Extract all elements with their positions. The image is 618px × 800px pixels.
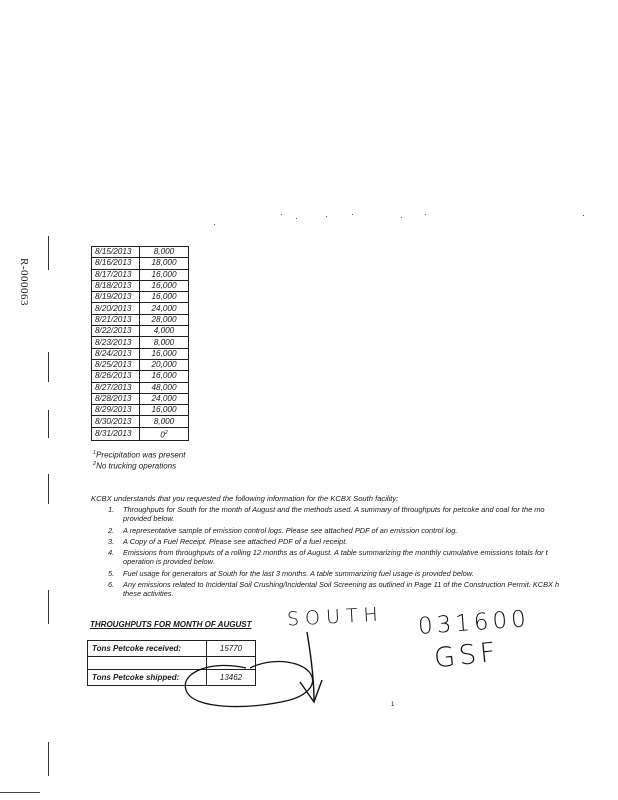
handwritten-code: 031600 (417, 606, 531, 640)
received-label: Tons Petcoke received: (88, 641, 207, 657)
row-date: 8/20/2013 (92, 303, 140, 314)
throughputs-heading: THROUGHPUTS FOR MONTH OF AUGUST (90, 620, 252, 629)
list-item: 4. Emissions from throughputs of a rolling 12 months as of August. A table summarizing the monthly cumulative emissions totals for t operation is provided below. (108, 548, 548, 567)
footnote-precipitation: $^1$Precipitation was present (93, 450, 186, 460)
row-date: 8/19/2013 (92, 292, 140, 303)
handwritten-gsf: GSF (432, 636, 502, 675)
row-date: 8/24/2013 (92, 348, 140, 359)
handwritten-arrow-head (300, 680, 322, 702)
row-value: 28,000 (140, 314, 189, 325)
row-value: 48,000 (140, 382, 189, 393)
row-value: 16,000 (140, 371, 189, 382)
row-value: 8,000 (140, 247, 189, 258)
page-number: 1 (391, 702, 395, 708)
row-value: 20,000 (140, 359, 189, 370)
row-date: 8/15/2013 (92, 247, 140, 258)
row-date: 8/18/2013 (92, 280, 140, 291)
handwritten-circle (185, 661, 312, 706)
row-date: 8/17/2013 (92, 269, 140, 280)
intro-text: KCBX understands that you requested the following information for the KCBX South facility: (91, 494, 399, 503)
list-item: 5. Fuel usage for generators at South for the last 3 months. A table summarizing fuel usage is provided below. (108, 568, 474, 578)
handwritten-south: SOUTH (286, 603, 385, 631)
row-value: 24,000 (140, 303, 189, 314)
row-date: 8/28/2013 (92, 393, 140, 404)
row-value: 16,000 (140, 269, 189, 280)
row-value: 8,000 (140, 416, 189, 427)
row-value: 4,000 (140, 326, 189, 337)
row-date: 8/30/2013 (92, 416, 140, 427)
shipped-label: Tons Petcoke shipped: (88, 670, 207, 686)
row-date: 8/21/2013 (92, 314, 140, 325)
row-date: 8/23/2013 (92, 337, 140, 348)
list-item: 6. Any emissions related to Incidental Soil Crushing/Incidental Soil Screening as outlined in Page 11 of the Construction Permit. KCBX h these activities. (108, 579, 560, 599)
row-value: 16,000 (140, 348, 189, 359)
list-item: 3. A Copy of a Fuel Receipt. Please see attached PDF of a fuel receipt. (108, 536, 348, 546)
row-value: 16,000 (140, 405, 189, 416)
row-date: 8/16/2013 (92, 258, 140, 269)
row-date: 8/25/2013 (92, 359, 140, 370)
footnote-no-trucking: $^2$No trucking operations (93, 461, 177, 471)
row-date: 8/22/2013 (92, 326, 140, 337)
row-date: 8/27/2013 (92, 382, 140, 393)
row-value: $0^2$ (140, 427, 189, 441)
row-value: 8,000 (140, 337, 189, 348)
row-value: 16,000 (140, 280, 189, 291)
row-date: 8/29/2013 (92, 405, 140, 416)
row-value: 24,000 (140, 393, 189, 404)
received-value: 15770 (207, 641, 256, 657)
row-value: 16,000 (140, 292, 189, 303)
row-value: 18,000 (140, 258, 189, 269)
row-date: 8/31/2013 (92, 427, 140, 441)
row-date: 8/26/2013 (92, 371, 140, 382)
list-item: 1. Throughputs for South for the month of August and the methods used. A summary of throughputs for petcoke and coal for the mo provided below. (108, 505, 545, 524)
list-item: 2. A representative sample of emission control logs. Please see attached PDF of an emission control log. (108, 525, 458, 535)
bates-number: R-000063 (18, 258, 30, 306)
shipped-value: 13462 (207, 670, 256, 686)
